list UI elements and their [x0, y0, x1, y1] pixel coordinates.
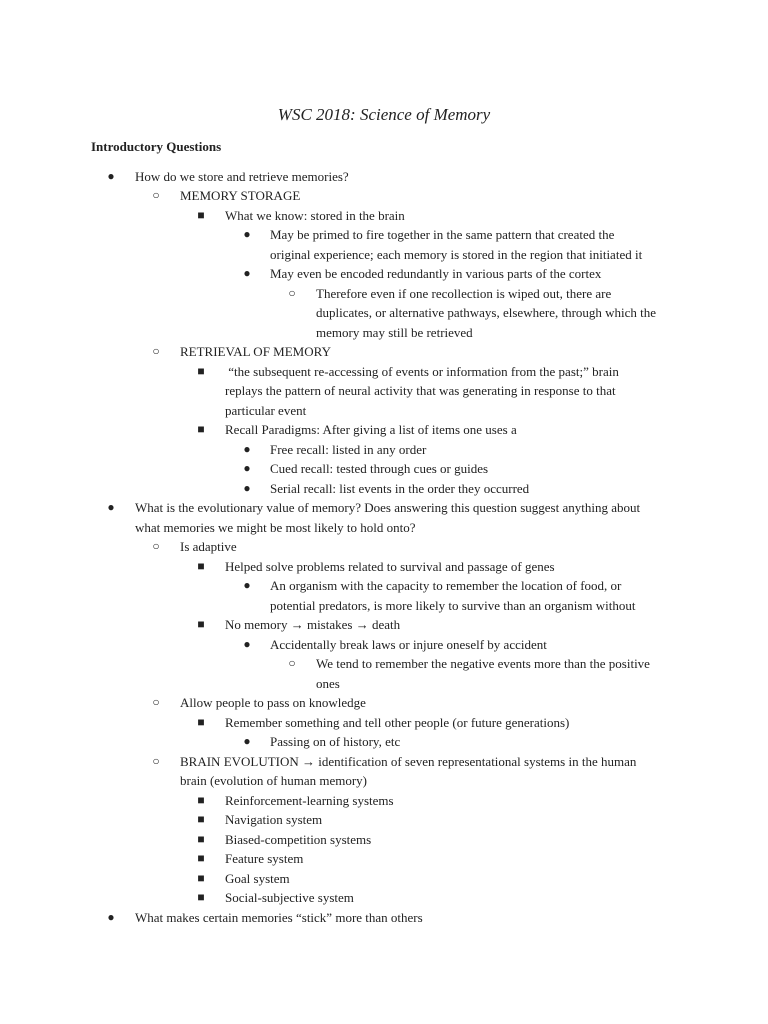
list-bullet: ●: [243, 266, 251, 280]
list-item-text: We tend to remember the negative events more than the positive: [316, 656, 650, 671]
list-bullet: ■: [197, 207, 205, 222]
list-item-text: Allow people to pass on knowledge: [180, 695, 366, 710]
list-item-text: No memory → mistakes → death: [225, 617, 401, 632]
list-item-text: What we know: stored in the brain: [225, 207, 405, 223]
list-item-text: Goal system: [225, 870, 290, 886]
list-item-text: ones: [316, 675, 340, 691]
list-item-text: potential predators, is more likely to survive than an organism without: [270, 597, 636, 613]
list-bullet: ■: [197, 870, 205, 885]
list-bullet: ●: [243, 636, 251, 651]
list-item-text: MEMORY STORAGE: [180, 188, 301, 203]
list-item-text: what memories we might be most likely to hold onto?: [135, 519, 416, 535]
list-bullet: ●: [107, 500, 115, 514]
list-bullet: ■: [197, 890, 205, 904]
list-bullet: ●: [107, 909, 115, 924]
list-bullet: ■: [197, 812, 205, 826]
list-item-text: Reinforcement-learning systems: [225, 792, 394, 808]
page-title: WSC 2018: Science of Memory: [277, 105, 491, 124]
list-bullet: ○: [152, 188, 160, 202]
list-bullet: ○: [152, 539, 160, 553]
list-item-text: How do we store and retrieve memories?: [135, 168, 349, 184]
list-item-text: Social-subjective system: [225, 890, 354, 905]
list-item-text: Free recall: listed in any order: [270, 441, 427, 457]
list-bullet: ●: [243, 461, 251, 475]
list-bullet: ■: [197, 422, 205, 436]
list-bullet: ■: [197, 558, 205, 573]
list-item-text: An organism with the capacity to remember the location of food, or: [270, 578, 622, 593]
list-item-text: Helped solve problems related to survival and passage of genes: [225, 558, 555, 574]
list-item-text: Cued recall: tested through cues or guides: [270, 461, 489, 476]
list-item-text: What is the evolutionary value of memory? Does answering this question suggest anything about: [135, 500, 641, 515]
list-item-text: May even be encoded redundantly in various parts of the cortex: [270, 266, 602, 281]
list-bullet: ○: [152, 753, 160, 768]
list-bullet: ■: [197, 363, 205, 378]
list-bullet: ■: [197, 714, 205, 729]
list-item-text: Feature system: [225, 851, 304, 866]
list-item-text: brain (evolution of human memory): [180, 773, 368, 788]
list-bullet: ■: [197, 851, 205, 865]
list-bullet: ●: [243, 734, 251, 748]
list-item-text: Accidentally break laws or injure oneself by accident: [270, 636, 547, 652]
list-item-text: Recall Paradigms: After giving a list of items one uses a: [225, 422, 517, 437]
list-bullet: ●: [243, 227, 251, 241]
list-bullet: ●: [243, 578, 251, 592]
list-item-text: Remember something and tell other people (or future generations): [225, 714, 570, 730]
list-item-text: Passing on of history, etc: [270, 734, 401, 749]
list-item-text: Biased-competition systems: [225, 831, 372, 847]
list-item-text: Navigation system: [225, 812, 323, 827]
list-bullet: ○: [152, 695, 160, 709]
list-item-text: particular event: [225, 402, 307, 418]
section-heading: Introductory Questions: [91, 139, 222, 154]
list-item-text: RETRIEVAL OF MEMORY: [180, 344, 331, 359]
list-bullet: ■: [197, 831, 205, 846]
list-item-text: Therefore even if one recollection is wiped out, there are: [316, 285, 612, 301]
list-item-text: memory may still be retrieved: [316, 324, 473, 340]
list-item-text: Serial recall: list events in the order they occurred: [270, 480, 530, 496]
list-item-text: BRAIN EVOLUTION → identification of seven representational systems in the human: [180, 753, 637, 769]
list-bullet: ■: [197, 792, 205, 807]
list-item-text: replays the pattern of neural activity that was generating in response to that: [225, 383, 616, 398]
list-bullet: ○: [288, 285, 296, 300]
list-bullet: ○: [288, 656, 296, 670]
list-item-text: Is adaptive: [180, 539, 237, 554]
list-item-text: May be primed to fire together in the same pattern that created the: [270, 227, 615, 242]
list-item-text: “the subsequent re-accessing of events or information from the past;” brain: [225, 363, 619, 379]
list-bullet: ●: [243, 480, 251, 495]
list-bullet: ■: [197, 617, 205, 631]
list-bullet: ●: [107, 168, 115, 183]
list-item-text: original experience; each memory is stored in the region that initiated it: [270, 246, 643, 262]
list-bullet: ●: [243, 441, 251, 456]
list-item-text: duplicates, or alternative pathways, elsewhere, through which the: [316, 305, 657, 320]
list-bullet: ○: [152, 344, 160, 358]
list-item-text: What makes certain memories “stick” more than others: [135, 909, 423, 925]
